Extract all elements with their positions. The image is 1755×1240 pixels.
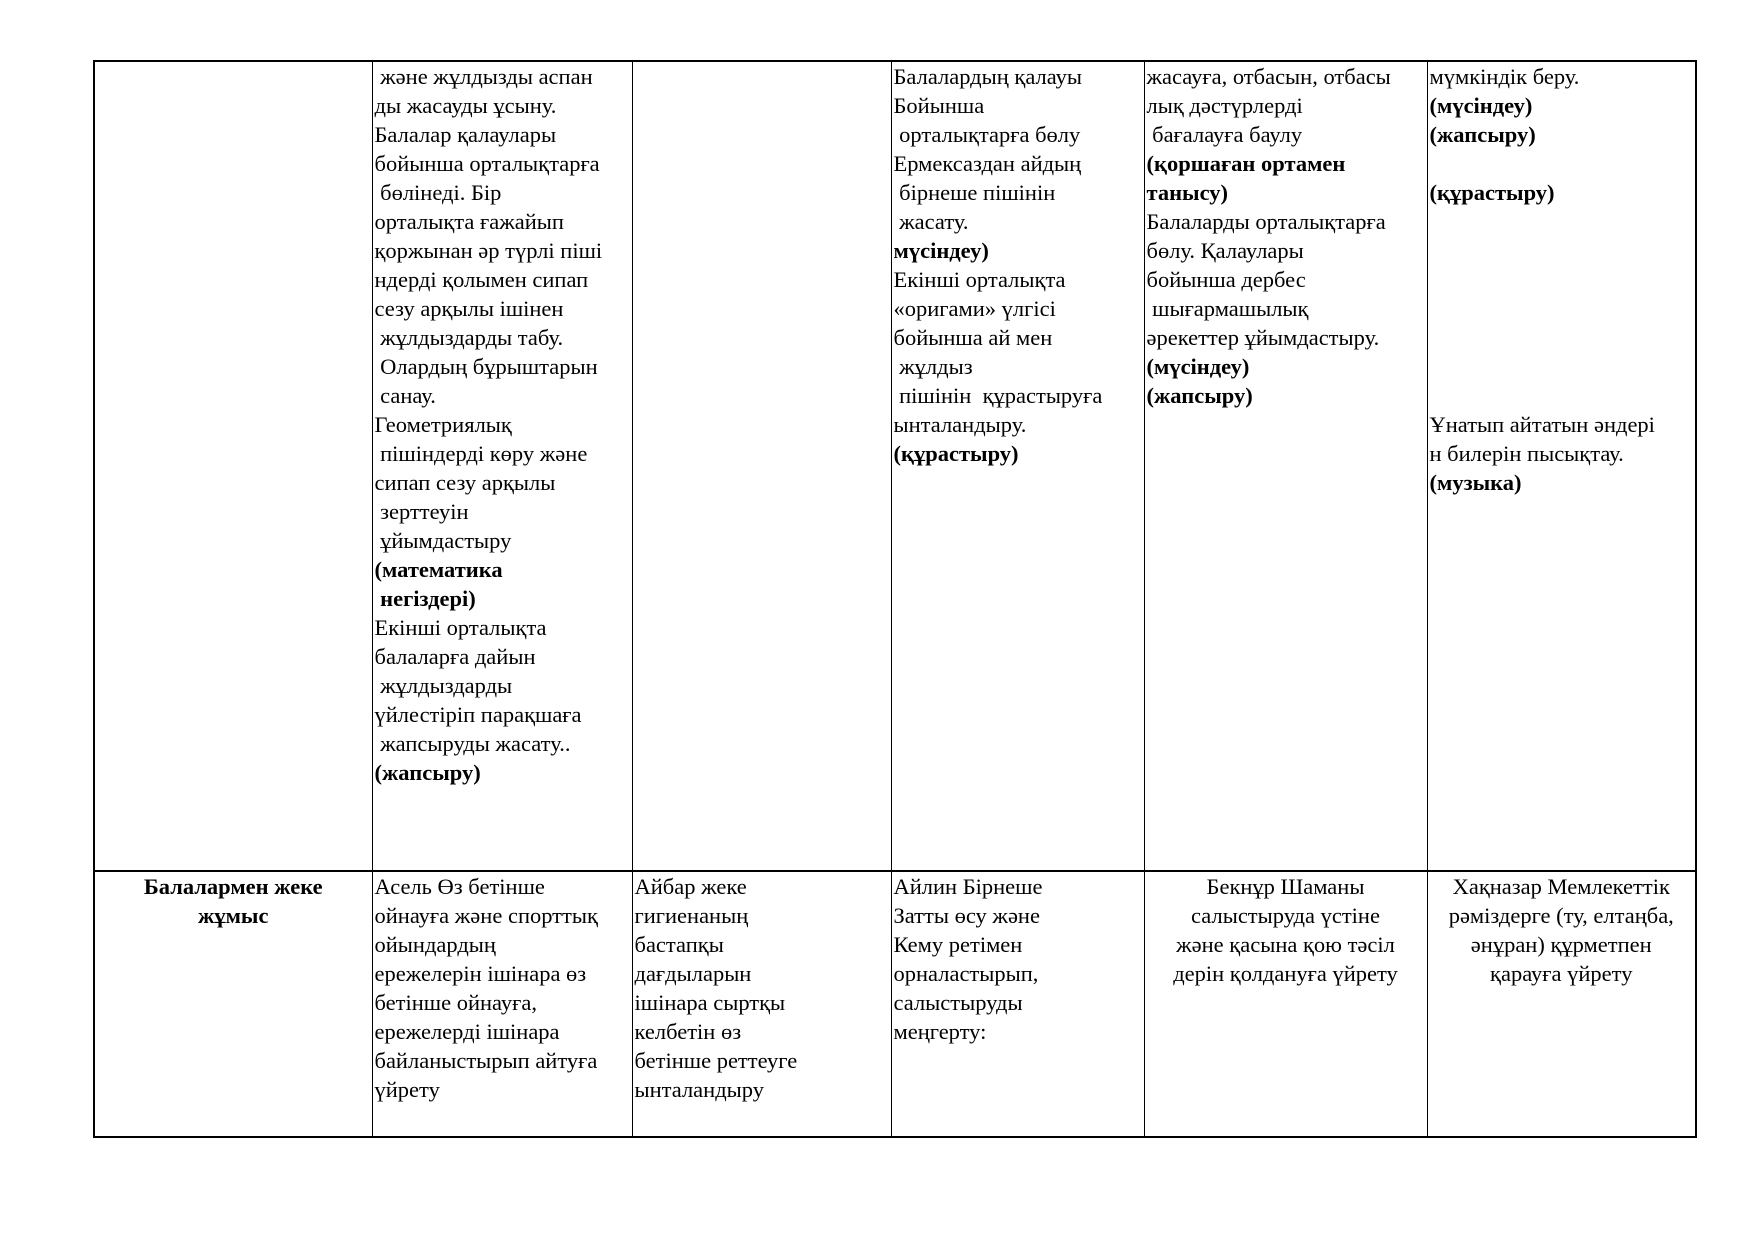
cell-text-line: Балалар қалаулары xyxy=(374,122,557,147)
spacer xyxy=(1430,236,1694,265)
cell-text-line: зерттеуін xyxy=(374,499,469,524)
cell-text-line: пішінін құрастыруға xyxy=(893,383,1103,408)
table-cell xyxy=(1144,61,1427,871)
spacer xyxy=(1430,381,1694,410)
cell-text-line: шығармашылық xyxy=(1146,296,1309,321)
cell-text-line: бойынша орталықтарға xyxy=(374,151,600,176)
cell-text-line: рәміздерге (ту, елтаңба, xyxy=(1448,903,1674,928)
cell-text-line: Затты өсу және xyxy=(893,903,1040,928)
cell-text-line: салыстыруды xyxy=(893,990,1023,1015)
cell-text-line: ынталандыру xyxy=(634,1077,764,1102)
cell-text-line: бағалауға баулу xyxy=(1146,122,1303,147)
table-cell xyxy=(1427,871,1696,1137)
spacer xyxy=(1430,294,1694,323)
cell-text-line: қоржынан әр түрлі пішi xyxy=(374,238,603,263)
cell-text-line: Екінші орталықта xyxy=(374,615,547,640)
cell-text-line: «оригами» үлгісі xyxy=(893,296,1056,321)
cell-text-line: (жапсыру) xyxy=(1146,383,1253,408)
table-cell xyxy=(632,871,891,1137)
cell-text-line: Айлин Бірнеше xyxy=(893,874,1043,899)
cell-text-line: жұлдыз xyxy=(893,354,973,379)
cell-text-line: бойынша ай мен xyxy=(893,325,1053,350)
cell-text-line: Бекнұр Шаманы xyxy=(1206,874,1365,899)
cell-text-line: меңгерту: xyxy=(893,1019,987,1044)
cell-text-line: әнұран) құрметпен xyxy=(1470,932,1652,957)
cell-text-line: орталықта ғажайып xyxy=(374,209,564,234)
cell-text-line: балаларға дайын xyxy=(374,644,536,669)
cell-text-line: Асель Өз бетінше xyxy=(374,874,545,899)
cell-text-line: және қасына қою тәсіл xyxy=(1176,932,1395,957)
table-cell xyxy=(891,871,1144,1137)
cell-text-line: (музыка) xyxy=(1429,470,1522,495)
cell-text-line: ішінара сыртқы xyxy=(634,990,786,1015)
cell-text-line: жасату. xyxy=(893,209,969,234)
cell-text-line: үйлестіріп парақшаға xyxy=(374,702,582,727)
cell-text-line: жұмыс xyxy=(198,903,269,928)
cell-text-line: жапсыруды жасату.. xyxy=(374,731,571,756)
cell-text-line: дерін қолдануға үйрету xyxy=(1173,961,1398,986)
cell-text-line: (математика xyxy=(374,557,503,582)
cell-text-line: ды жасауды ұсыну. xyxy=(374,93,557,118)
cell-text-line: бірнеше пішінін xyxy=(893,180,1056,205)
cell-text-line: ережелерді ішінара xyxy=(374,1019,560,1044)
table-row-individual-work xyxy=(94,871,1696,1137)
table-cell xyxy=(372,61,632,871)
cell-text-line: Кему ретімен xyxy=(893,932,1023,957)
cell-text-line: Балаларды орталықтарға xyxy=(1146,209,1386,234)
cell-text-line: Ермексаздан айдың xyxy=(893,151,1082,176)
cell-text-line: ұйымдастыру xyxy=(374,528,512,553)
cell-text-line: салыстыруда үстіне xyxy=(1191,903,1380,928)
cell-text-line: әрекеттер ұйымдастыру. xyxy=(1146,325,1380,350)
cell-text-line: лық дәстүрлерді xyxy=(1146,93,1303,118)
cell-text-line: келбетін өз xyxy=(634,1019,742,1044)
spacer xyxy=(1430,207,1694,236)
lesson-plan-table xyxy=(93,60,1697,1138)
cell-text-line: Балалармен жеке xyxy=(143,874,323,899)
spacer xyxy=(1430,265,1694,294)
cell-text-line: ойнауға және спорттық xyxy=(374,903,598,928)
table-cell xyxy=(632,61,891,871)
cell-text-line: және жұлдызды аспан xyxy=(374,64,593,89)
cell-text-line: (мүсіндеу) xyxy=(1146,354,1250,379)
cell-text-line: бөлінеді. Бір xyxy=(374,180,502,205)
cell-text-line: мүсіндеу) xyxy=(893,238,989,263)
table-row-activities xyxy=(94,61,1696,871)
cell-text-line: бөлу. Қалаулары xyxy=(1146,238,1304,263)
spacer xyxy=(1430,352,1694,381)
cell-text-line: бетінше ойнауға, xyxy=(374,990,537,1015)
cell-text-line: танысу) xyxy=(1146,180,1229,205)
table-cell xyxy=(891,61,1144,871)
spacer xyxy=(1430,149,1694,178)
cell-text-line: (жапсыру) xyxy=(1429,122,1536,147)
cell-text-line: Геометриялық xyxy=(374,412,512,437)
cell-text-line: (қоршаған ортамен xyxy=(1146,151,1346,176)
cell-text-line: Хақназар Мемлекеттік xyxy=(1452,874,1670,899)
cell-text-line: бойынша дербес xyxy=(1146,267,1306,292)
cell-text-line: Бойынша xyxy=(893,93,985,118)
cell-text-line: дағдыларын xyxy=(634,961,752,986)
cell-text-line: сипап сезу арқылы xyxy=(374,470,556,495)
cell-text-line: үйрету xyxy=(374,1077,440,1102)
cell-text-line: ережелерін ішінара өз xyxy=(374,961,587,986)
table-cell xyxy=(1427,61,1696,871)
cell-text-line: пішіндерді көру және xyxy=(374,441,588,466)
cell-text-line: орналастырып, xyxy=(893,961,1039,986)
cell-text-line: сезу арқылы ішінен xyxy=(374,296,564,321)
cell-text-line: Балалардың қалауы xyxy=(893,64,1082,89)
cell-text-line: жұлдыздарды табу. xyxy=(374,325,564,350)
table-cell xyxy=(1144,871,1427,1137)
table-cell xyxy=(372,871,632,1137)
cell-text-line: Екінші орталықта xyxy=(893,267,1066,292)
cell-text-line: ойындардың xyxy=(374,932,496,957)
cell-text-line: (жапсыру) xyxy=(374,760,481,785)
cell-text-line: (мүсіндеу) xyxy=(1429,93,1533,118)
cell-text-line: ынталандыру. xyxy=(893,412,1027,437)
row-label-individual-work xyxy=(94,871,372,1137)
row-label-cell xyxy=(94,61,372,871)
cell-text-line: байланыстырып айтуға xyxy=(374,1048,598,1073)
cell-text-line: жұлдыздарды xyxy=(374,673,513,698)
cell-text-line: жасауға, отбасын, отбасы xyxy=(1146,64,1391,89)
cell-text-line: орталықтарға бөлу xyxy=(893,122,1081,147)
cell-text-line: мүмкіндік беру. xyxy=(1429,64,1580,89)
cell-text-line: гигиенаның xyxy=(634,903,749,928)
cell-text-line: Ұнатып айтатын әндері xyxy=(1429,412,1655,437)
cell-text-line: бетінше реттеуге xyxy=(634,1048,798,1073)
cell-text-line: негіздері) xyxy=(374,586,476,611)
cell-text-line: (құрастыру) xyxy=(1429,180,1555,205)
cell-text-line: санау. xyxy=(374,383,436,408)
cell-text-line: ндерді қолымен сипап xyxy=(374,267,589,292)
cell-text-line: бастапқы xyxy=(634,932,724,957)
spacer xyxy=(1430,323,1694,352)
cell-text-line: н билерін пысықтау. xyxy=(1429,441,1624,466)
cell-text-line: (құрастыру) xyxy=(893,441,1019,466)
cell-text-line: қарауға үйрету xyxy=(1490,961,1633,986)
cell-text-line: Айбар жеке xyxy=(634,874,747,899)
cell-text-line: Олардың бұрыштарын xyxy=(374,354,598,379)
